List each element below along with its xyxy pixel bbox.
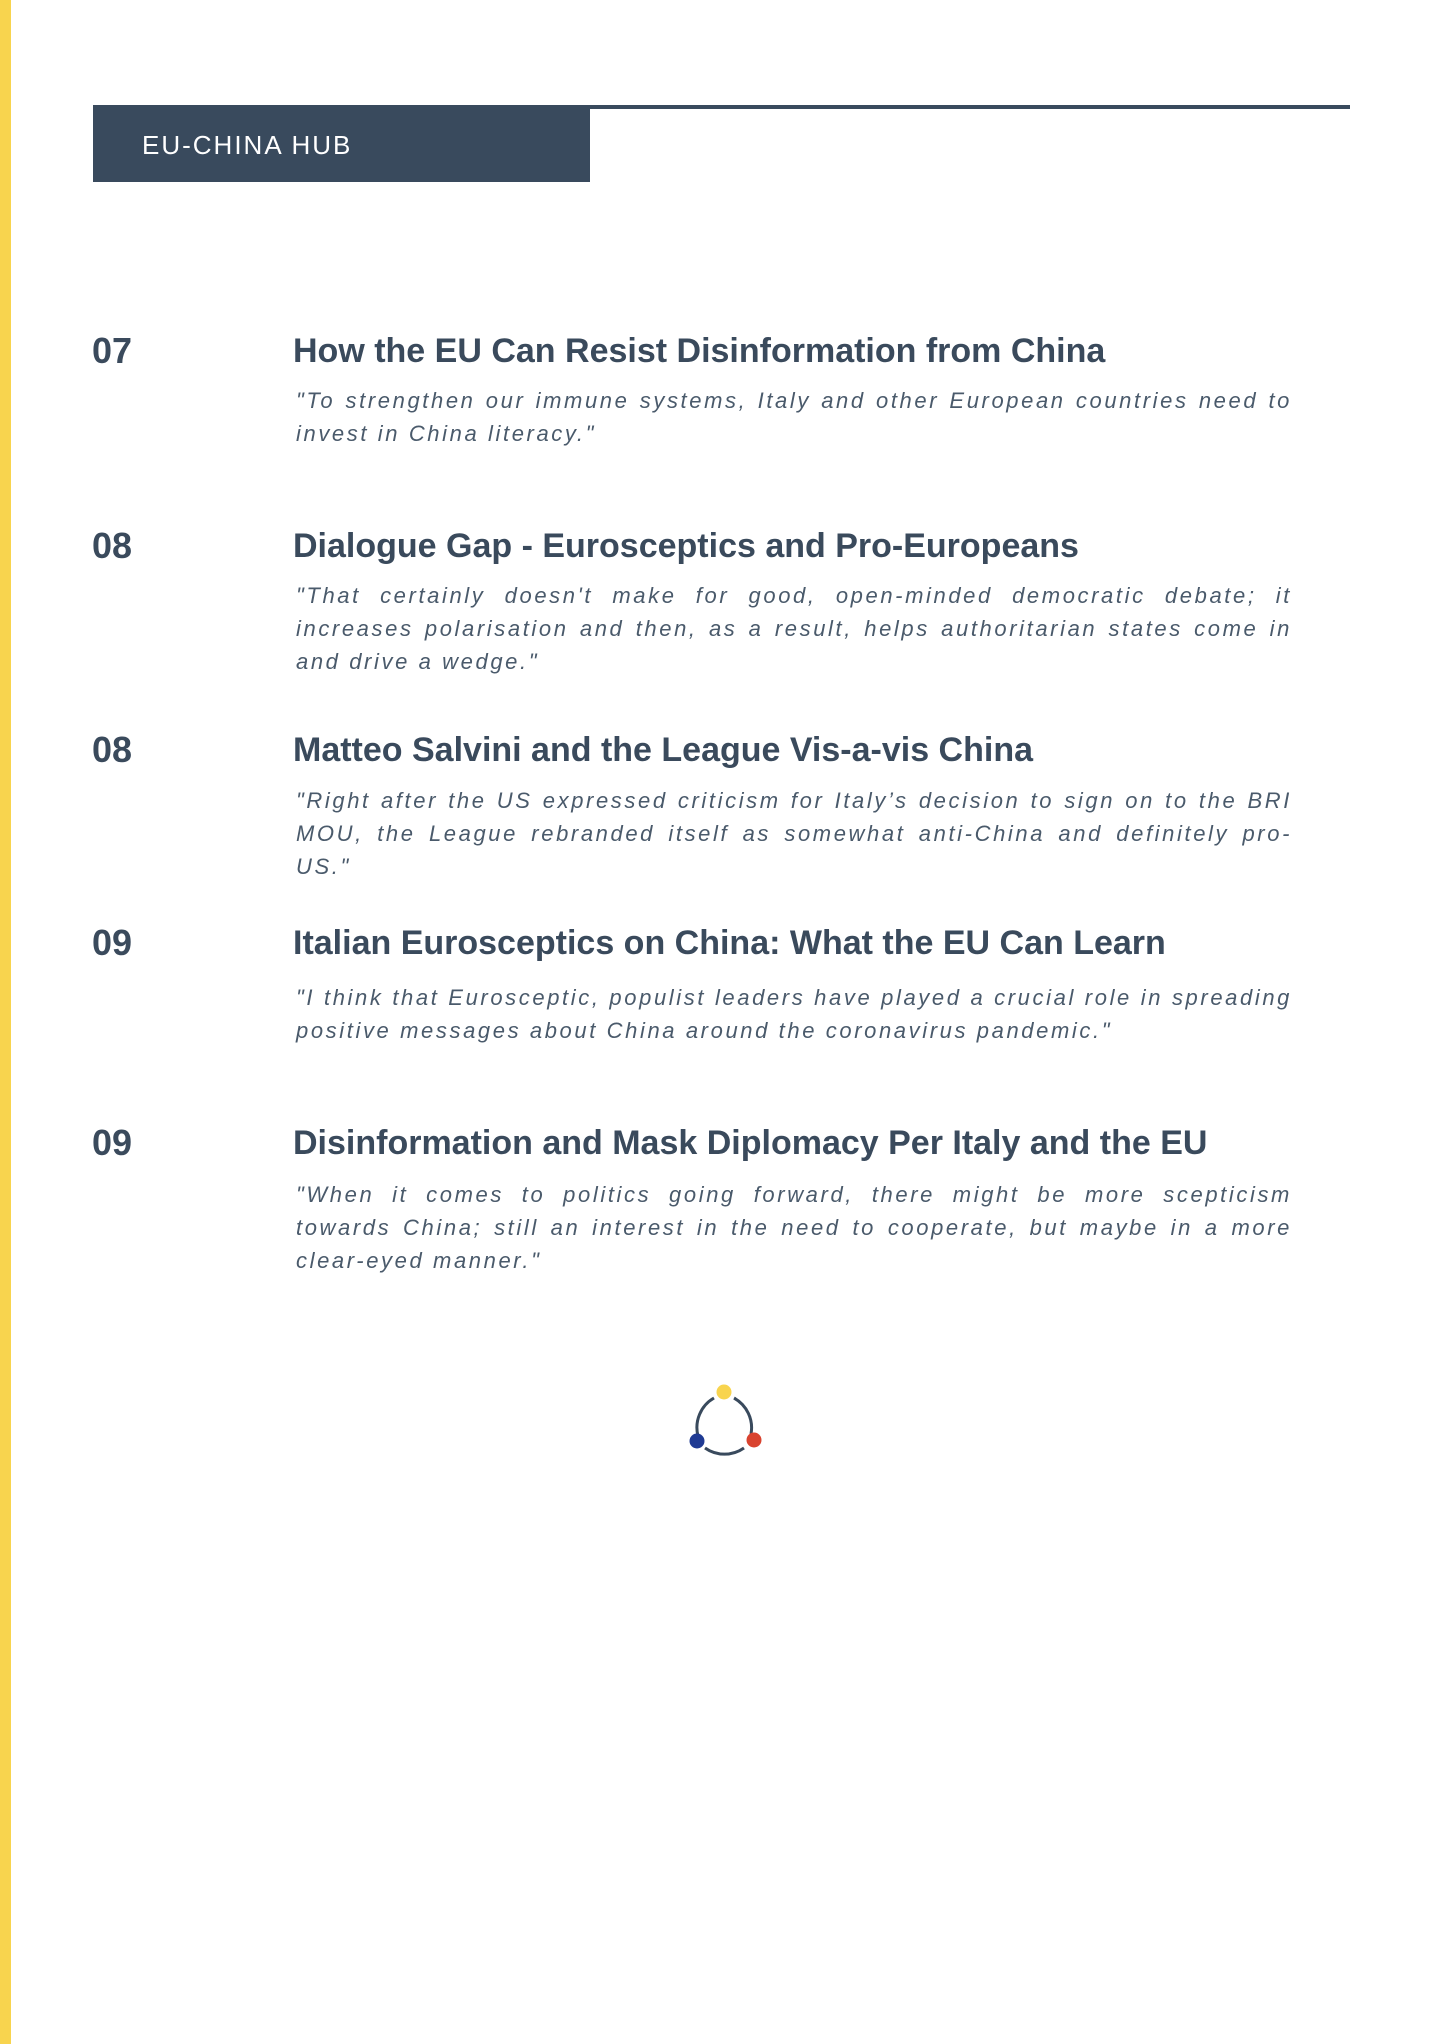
toc-title[interactable]: Italian Eurosceptics on China: What the EU Can Learn (293, 924, 1166, 962)
toc-quote: "That certainly doesn't make for good, open-minded democratic debate; it increases polarisation and then, as a result, helps authoritarian states come in and drive a wedge." (296, 583, 1292, 674)
toc-title[interactable]: How the EU Can Resist Disinformation from China (293, 332, 1106, 370)
toc-quote: "Right after the US expressed criticism for Italy’s decision to sign on to the BRI MOU, the League rebranded itself as somewhat anti-China and definitely pro-US." (296, 788, 1292, 879)
logo-arc-right (734, 1398, 752, 1434)
toc-title[interactable]: Matteo Salvini and the League Vis-a-vis China (293, 731, 1033, 769)
toc-quote: "To strengthen our immune systems, Italy and other European countries need to invest in China literacy." (296, 388, 1292, 446)
logo-dot-blue (690, 1434, 705, 1449)
toc-quote: "I think that Eurosceptic, populist leaders have played a crucial role in spreading positive messages about China around the coronavirus pandemic." (296, 985, 1292, 1043)
logo-dot-red (747, 1433, 762, 1448)
header-label-box (93, 109, 590, 182)
toc-quote: "When it comes to politics going forward, there might be more scepticism towards China; still an interest in the need to cooperate, but maybe in a more clear-eyed manner." (296, 1182, 1292, 1273)
toc-page-number: 08 (92, 729, 133, 770)
logo-arc-bottom (705, 1448, 744, 1454)
header-rule (560, 105, 1350, 109)
logo-dot-yellow (717, 1385, 732, 1400)
toc-page-number: 07 (92, 330, 133, 371)
side-accent-stripe (0, 0, 11, 2044)
toc-title[interactable]: Dialogue Gap - Eurosceptics and Pro-Europeans (293, 527, 1079, 565)
toc-title[interactable]: Disinformation and Mask Diplomacy Per Italy and the EU (293, 1124, 1208, 1162)
logo-arc-left (697, 1398, 714, 1436)
header-label: EU-CHINA HUB (142, 130, 353, 160)
toc-page-number: 09 (92, 1122, 133, 1163)
toc-page-number: 08 (92, 525, 133, 566)
eu-china-hub-logo-icon (680, 1378, 768, 1468)
toc-page-number: 09 (92, 922, 133, 963)
